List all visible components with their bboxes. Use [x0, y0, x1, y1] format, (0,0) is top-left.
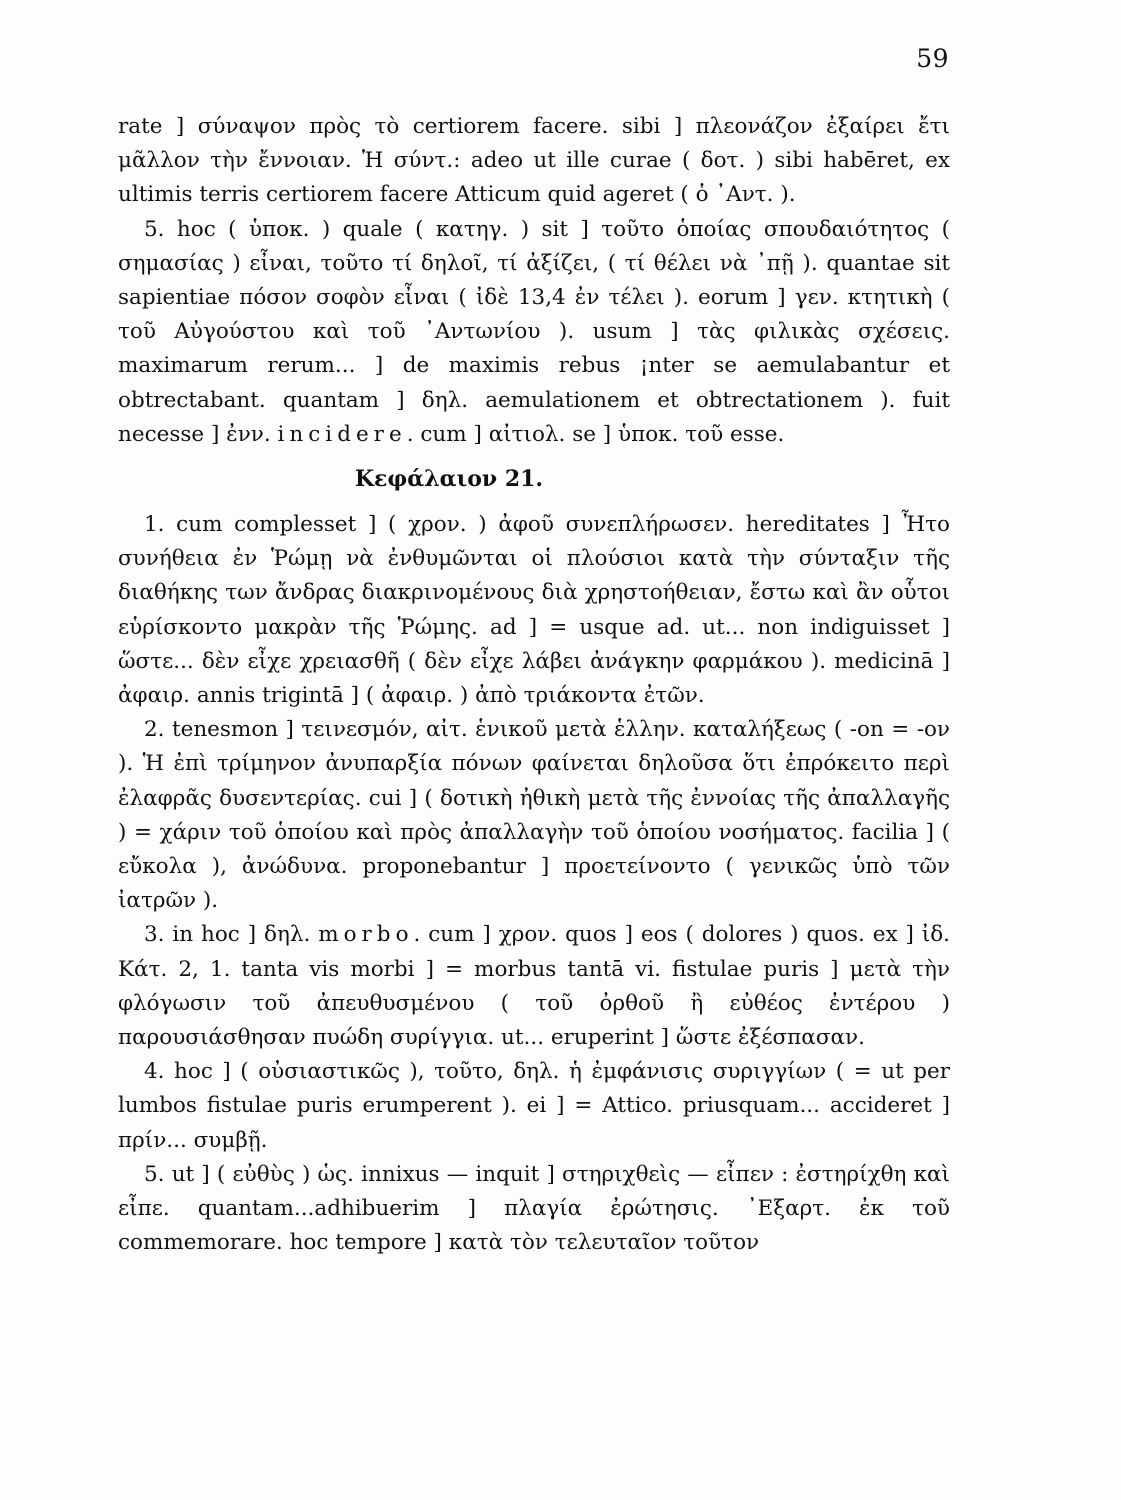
paragraph-text: . cum ] αἰτιολ. se ] ὑποκ. τοῦ esse.: [406, 421, 785, 447]
paragraph-note-1: 1. cum complesset ] ( χρον. ) ἀφοῦ συνεπλήρωσεν. hereditates ] Ἦτο συνήθεια ἐν Ῥώμῃ νὰ ἐνθυμῶνται οἱ πλούσιοι κατὰ τὴν σύνταξιν τῆς διαθήκης των ἄνδρας διακρινομένους διὰ χρηστοήθειαν, ἔστω καὶ ἂν οὗτοι εὑρίσκοντο μακρὰν τῆς Ῥώμης. ad ] = usque ad. ut... non indiguisset ] ὥστε... δὲν εἶχε χρειασθῆ ( δὲν εἶχε λάβει ἀνάγκην φαρμάκου ). medicinā ] ἀφαιρ. annis trigintā ] ( ἀφαιρ. ) ἀπὸ τριάκοντα ἐτῶν.: [118, 512, 950, 709]
page-number: 59: [916, 44, 949, 73]
paragraph-text: . cum ] χρον. quos ] eos ( dolores ) quos. ex ] ἰδ. Κάτ. 2, 1. tanta vis morbi ] = morbus tantā vi. fistulae puris ] μετὰ τὴν φλόγωσιν τοῦ ἀπευθυσμένου ( τοῦ ὀρθοῦ ἢ εὐθέος ἐντέρου ) παρουσιάσθησαν πυώδη συρίγγια. ut... eruperint ] ὥστε ἐξέσπασαν.: [118, 922, 950, 1051]
spaced-word: incidere: [277, 421, 407, 447]
paragraph-note-3: [118, 918, 950, 1055]
paragraph-text: 3. in hoc ] δηλ.: [144, 922, 311, 948]
paragraph-note-2: 2. tenesmon ] τεινεσμόν, αἰτ. ἑνικοῦ μετὰ ἑλλην. καταλήξεως ( -on = -ον ). Ἡ ἐπὶ τρίμηνον ἀνυπαρξία πόνων φαίνεται δηλοῦσα ὅτι ἐπρόκειτο περὶ ἐλαφρᾶς δυσεντερίας. cui ] ( δοτικὴ ἠθικὴ μετὰ τῆς ἐννοίας τῆς ἀπαλλαγῆς ) = χάριν τοῦ ὁποίου καὶ πρὸς ἀπαλλαγὴν τοῦ ὁποίου νοσήματος. facilia ] ( εὔκολα ), ἀνώδυνα. proponebantur ] προετείνοντο ( γενικῶς ὑπὸ τῶν ἰατρῶν ).: [118, 717, 950, 914]
commentary-text: [118, 110, 950, 1261]
paragraph-note-5b: 5. ut ] ( εὐθὺς ) ὡς. innixus — inquit ] στηριχθεὶς — εἶπεν : ἐστηρίχθη καὶ εἶπε. quantam...adhibuerim ] πλαγία ἐρώτησις. ᾿Εξαρτ. ἐκ τοῦ commemorare. hoc tempore ] κατὰ τὸν τελευταῖον τοῦτον: [118, 1161, 950, 1256]
paragraph-note-5: [118, 213, 950, 452]
paragraph-continuation: rate ] σύναψον πρὸς τὸ certiorem facere. sibi ] πλεονάζον ἐξαίρει ἔτι μᾶλλον τὴν ἔννοιαν. Ἡ σύντ.: adeo ut ille curae ( δοτ. ) sibi habēret, ex ultimis terris certiorem facere Atticum quid ageret ( ὁ ᾿Αντ. ).: [118, 114, 950, 208]
chapter-heading: Κεφάλαιον 21.: [354, 466, 544, 493]
spaced-word: morbo: [318, 922, 414, 948]
paragraph-note-4: 4. hoc ] ( οὐσιαστικῶς ), τοῦτο, δηλ. ἡ ἐμφάνισις συριγγίων ( = ut per lumbos fistulae puris erumperent ). ei ] = Attico. priusquam... accideret ] πρίν... συμβῇ.: [118, 1059, 950, 1153]
paragraph-text: 5. hoc ( ὑποκ. ) quale ( κατηγ. ) sit ] τοῦτο ὁποίας σπουδαιότητος ( σημασίας ) εἶναι, τοῦτο τί δηλοῖ, τί ἀξίζει, ( τί θέλει νὰ ᾽πῇ ). quantae sit sapientiae πόσον σοφὸν εἶναι ( ἰδὲ 13,4 ἐν τέλει ). eorum ] γεν. κτητικὴ ( τοῦ Αὐγούστου καὶ τοῦ ᾿Αντωνίου ). usum ] τὰς φιλικὰς σχέσεις. maximarum rerum... ] de maximis rebus ¡nter se aemulabantur et obtrectabant. quantam ] δηλ. aemulationem et obtrectationem ). fuit necesse ] ἐνν.: [118, 216, 950, 447]
